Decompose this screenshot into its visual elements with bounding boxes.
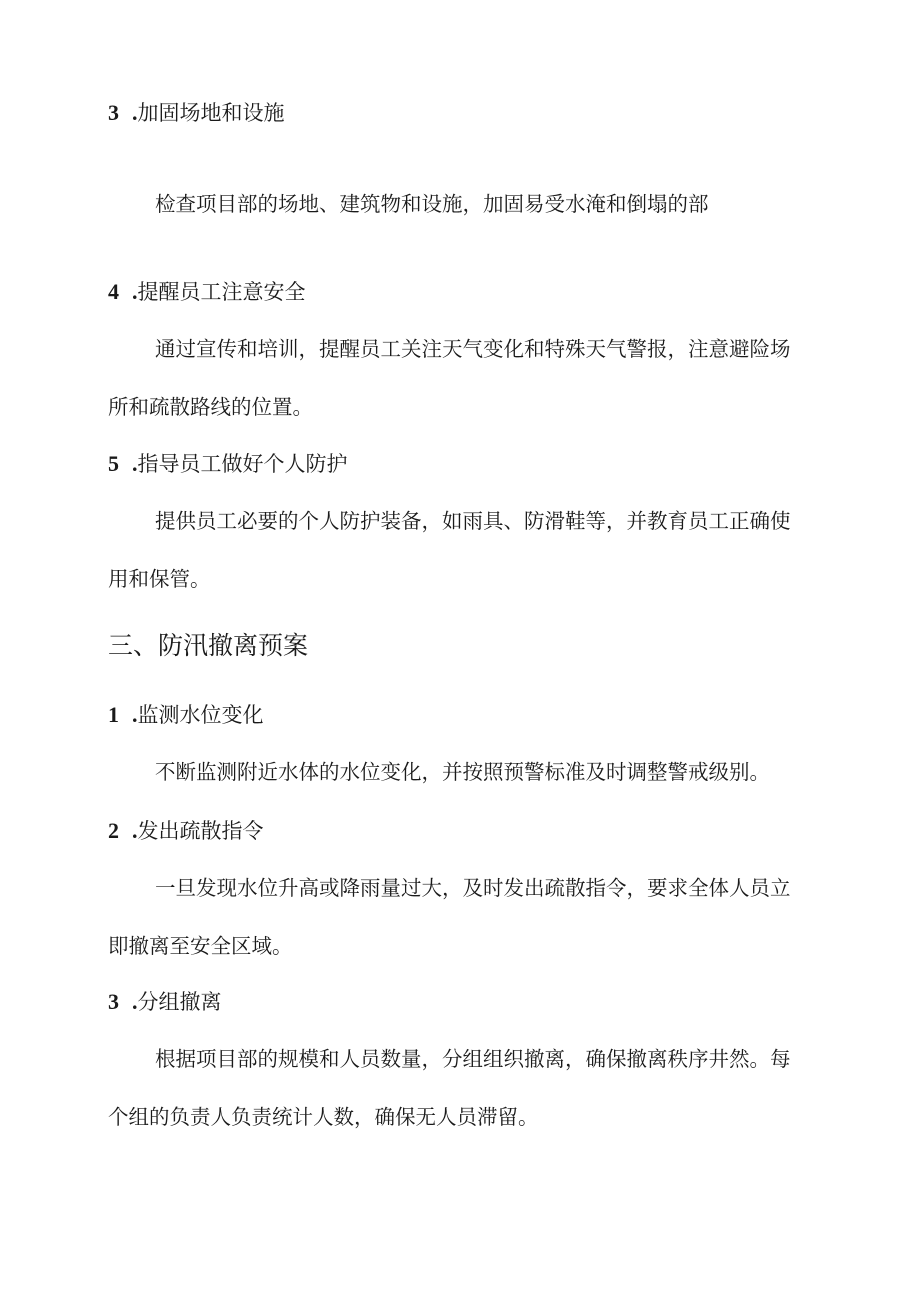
item-title: 指导员工做好个人防护 <box>137 452 348 476</box>
section-item-paragraph: 不断监测附近水体的水位变化，并按照预警标准及时调整警戒级别。 <box>155 760 770 784</box>
section-item-heading: 3 .分组撤离 <box>108 989 222 1014</box>
item-heading: 4 .提醒员工注意安全 <box>108 279 306 304</box>
item-title: 监测水位变化 <box>137 703 264 727</box>
section-item-paragraph: 根据项目部的规模和人员数量，分组组织撤离，确保撤离秩序井然。每个组的负责人负责统计人数，确保无人员滞留。 <box>108 1047 791 1129</box>
item-paragraph: 检查项目部的场地、建筑物和设施，加固易受水淹和倒塌的部 <box>155 192 709 216</box>
section-item-paragraph: 一旦发现水位升高或降雨量过大，及时发出疏散指令，要求全体人员立即撤离至安全区域。 <box>108 876 791 958</box>
item-number: 4 <box>108 279 119 304</box>
section-item-heading: 2 .发出疏散指令 <box>108 818 264 843</box>
item-heading: 3 .加固场地和设施 <box>108 100 285 125</box>
item-number: 2 <box>108 818 119 843</box>
item-title: 分组撤离 <box>137 990 222 1014</box>
section-title: 三、防汛撤离预案 <box>108 631 309 660</box>
item-heading: 5 .指导员工做好个人防护 <box>108 451 348 476</box>
section-item-heading: 1 .监测水位变化 <box>108 702 264 727</box>
item-number: 1 <box>108 702 119 727</box>
item-paragraph: 通过宣传和培训，提醒员工关注天气变化和特殊天气警报，注意避险场所和疏散路线的位置。 <box>108 337 791 419</box>
item-title: 加固场地和设施 <box>137 101 285 125</box>
item-number: 3 <box>108 100 119 125</box>
item-number: 5 <box>108 451 119 476</box>
item-title: 发出疏散指令 <box>137 819 264 843</box>
item-paragraph: 提供员工必要的个人防护装备，如雨具、防滑鞋等，并教育员工正确使用和保管。 <box>108 509 791 591</box>
item-title: 提醒员工注意安全 <box>137 280 306 304</box>
item-number: 3 <box>108 989 119 1014</box>
